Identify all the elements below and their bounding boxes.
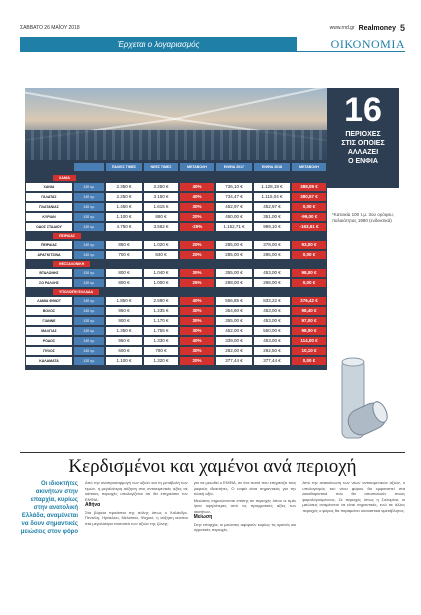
article-deck: Οι ιδιοκτήτες ακινήτων στην επαρχία, κυρίως στην ανατολική Ελλάδα, αναμένεται να δουν σημαντικές μειώσεις στον φόρο: [20, 481, 78, 535]
paragraph: για να μειωθεί ο ΕΝΦΙΑ, σε ένα ποσό που επηρεάζει τους μικρούς ιδιοκτήτες. Ο ενφιά είναι σημαντικός για την τελική αξία.: [193, 480, 297, 496]
cell-delta: 0,00 €: [292, 203, 326, 211]
cell-chg: 40%: [180, 193, 214, 201]
cell-sqm: 120 τμ.: [74, 337, 104, 345]
cell-delta: 98,00 €: [292, 327, 326, 335]
cell-delta: 97,00 €: [292, 317, 326, 325]
promo-line: ΣΤΙΣ ΟΠΟΙΕΣ: [341, 140, 385, 147]
cell-new: 1.320 €: [144, 357, 178, 365]
cell-delta: 93,00 €: [292, 241, 326, 249]
table-row: [25, 212, 327, 222]
cell-old: 700 €: [106, 251, 142, 259]
cell-area: ΚΑΛΑΜΑΤΑ: [26, 357, 72, 365]
header-cell: ΜΕΤΑΒΟΛΗ: [292, 163, 326, 171]
cell-old: 1.850 €: [106, 297, 142, 305]
cell-chg: 40%: [180, 183, 214, 191]
cell-old: 2.350 €: [106, 183, 142, 191]
cell-area: ΠΛΑΤΑΝΙΑΣ: [26, 203, 72, 211]
cell-delta: 114,00 €: [292, 337, 326, 345]
cell-sqm: 120 τμ.: [74, 241, 104, 249]
subheading: Μείωση: [193, 514, 213, 520]
cell-sqm: 120 τμ.: [74, 307, 104, 315]
region-heading: [25, 260, 327, 268]
table-row: [25, 250, 327, 260]
cell-sqm: 120 τμ.: [74, 203, 104, 211]
promo-line: Ο ΕΝΦΙΑ: [348, 158, 378, 165]
cell-area: ΡΟΔΟΣ: [26, 337, 72, 345]
region-label: ΘΕΣΣΑΛΟΝΙΚΗ: [53, 261, 90, 267]
cell-chg: 20%: [180, 241, 214, 249]
cell-old: 1.100 €: [106, 357, 142, 365]
cell-new: 880 €: [144, 213, 178, 221]
header-cell: ΠΑΛΙΕΣ ΤΙΜΕΣ: [106, 163, 142, 171]
cell-new: 3.562 €: [144, 223, 178, 231]
region-heading: [25, 288, 327, 296]
banner-title: Έρχεται ο λογαριασμός: [20, 37, 297, 52]
header-cell: ΕΝΦΙΑ 2017: [216, 163, 252, 171]
table-row: [25, 182, 327, 192]
divider: [20, 452, 405, 453]
cell-chg: 30%: [180, 347, 214, 355]
cell-delta: 388,09 €: [292, 183, 326, 191]
cell-e17: 450,00 €: [216, 213, 252, 221]
cell-chg: 30%: [180, 307, 214, 315]
cell-e17: 298,00 €: [216, 279, 252, 287]
cell-old: 600 €: [106, 347, 142, 355]
cell-delta: 380,57 €: [292, 193, 326, 201]
brand-logo: Realmoney: [358, 24, 396, 32]
cell-new: 2.590 €: [144, 297, 178, 305]
cell-area: ΧΑΝΙΑ: [26, 183, 72, 191]
cell-sqm: 120 τμ.: [74, 357, 104, 365]
cell-e17: 285,00 €: [216, 251, 252, 259]
cell-chg: 20%: [180, 251, 214, 259]
article-column: [194, 480, 297, 602]
table-row: [25, 202, 327, 212]
promo-line: ΠΕΡΙΟΧΕΣ: [345, 131, 381, 138]
cell-e17: 282,00 €: [216, 347, 252, 355]
cell-sqm: 120 τμ.: [74, 297, 104, 305]
paragraph: Μειώσεις σημειώνονται επίσης σε περιοχές όπου οι τιμές ήταν υψηλότερες από τις πραγματικές αξίες των ακινήτων.: [193, 497, 297, 514]
cell-e17: 736,10 €: [216, 183, 252, 191]
paragraph: Στα βόρεια προάστια της πόλης όπως ο Χαλάνδρι, Πεντέλη, Ηράκλειο, Μελίσσια, Ψυχικό, η αύξηση κινείται στα μεγαλύτερα ποσοστά των αξιών της ζώνης.: [85, 509, 188, 526]
table-row: [25, 326, 327, 336]
cell-new: 1.615 €: [144, 203, 178, 211]
enfia-table: [25, 160, 327, 370]
hero-image: [25, 88, 327, 160]
cell-new: 840 €: [144, 251, 178, 259]
table-row: [25, 192, 327, 202]
section-band: [20, 37, 405, 52]
section-title: ΟΙΚΟΝΟΜΙΑ: [297, 37, 405, 52]
header-cell: [74, 163, 104, 171]
cell-e18: 453,00 €: [254, 307, 290, 315]
cell-area: ΟΔΟΣ ΣΤΑΔΙΟΥ: [26, 223, 72, 231]
cell-new: 3.250 €: [144, 183, 178, 191]
cell-area: ΑΡΑΓΚΙΤΣΙΝΑ: [26, 251, 72, 259]
region-heading: [25, 232, 327, 240]
cell-sqm: 120 τμ.: [74, 279, 104, 287]
table-row: [25, 240, 327, 250]
cell-new: 1.755 €: [144, 327, 178, 335]
cell-e18: 378,00 €: [254, 241, 290, 249]
header-cell: ΕΝΦΙΑ 2018: [254, 163, 290, 171]
cell-area: ΜΑΛΓΙΑΣ: [26, 327, 72, 335]
cell-e18: 550,00 €: [254, 327, 290, 335]
region-label: ΠΕΙΡΑΙΑΣ: [53, 233, 81, 239]
cell-area: ΛΑΜΙΑ ΦΘΙΩΤ: [26, 297, 72, 305]
header-cell: ΝΕΕΣ ΤΙΜΕΣ: [144, 163, 178, 171]
cell-chg: 40%: [180, 337, 214, 345]
header-right: [330, 23, 405, 33]
table-row: [25, 336, 327, 346]
promo-line: ΑΛΛΑΖΕΙ: [347, 149, 379, 156]
cell-new: 1.170 €: [144, 317, 178, 325]
cell-e18: 351,00 €: [254, 213, 290, 221]
cell-area: ΒΤΑΛΩΝΗΣ: [26, 269, 72, 277]
cell-delta: 10,10 €: [292, 347, 326, 355]
cell-e18: 453,00 €: [254, 317, 290, 325]
cell-e18: 285,00 €: [254, 251, 290, 259]
cell-e18: 1.128,19 €: [254, 183, 290, 191]
cell-old: 950 €: [106, 337, 142, 345]
cell-e18: 377,44 €: [254, 357, 290, 365]
cell-e17: 339,00 €: [216, 337, 252, 345]
cell-area: ΠΥΛΟΣ: [26, 347, 72, 355]
cell-chg: -25%: [180, 223, 214, 231]
cell-area: ΓΑΛΑΤΑΣ: [26, 193, 72, 201]
cell-e18: 452,97 €: [254, 203, 290, 211]
cell-chg: 20%: [180, 357, 214, 365]
article-column: [302, 480, 405, 602]
cell-new: 1.020 €: [144, 241, 178, 249]
cell-sqm: 120 τμ.: [74, 193, 104, 201]
cell-e17: 355,00 €: [216, 269, 252, 277]
cell-delta: 98,00 €: [292, 269, 326, 277]
banknote-roll-image: [330, 350, 390, 450]
table-row: [25, 278, 327, 288]
cell-delta: 98,40 €: [292, 307, 326, 315]
cell-new: 780 €: [144, 347, 178, 355]
promo-text: [341, 130, 384, 166]
cell-old: 950 €: [106, 307, 142, 315]
article-headline: Κερδισμένοι και χαμένοι ανά περιοχή: [68, 456, 357, 477]
cell-sqm: 120 τμ.: [74, 213, 104, 221]
cell-e17: 355,00 €: [216, 317, 252, 325]
cell-delta: -163,61 €: [292, 223, 326, 231]
cell-old: 1.350 €: [106, 327, 142, 335]
table-header: [25, 160, 327, 174]
cell-sqm: 120 τμ.: [74, 317, 104, 325]
cell-new: 1.000 €: [144, 279, 178, 287]
table-row: [25, 296, 327, 306]
table-body: [25, 174, 327, 366]
cell-delta: -99,00 €: [292, 213, 326, 221]
cell-e18: 292,50 €: [254, 347, 290, 355]
table-row: [25, 222, 327, 232]
region-label: ΥΠΟΛΟΙΠΗ ΕΛΛΑΔΑ: [53, 289, 99, 295]
region-heading: [25, 174, 327, 182]
table-row: [25, 316, 327, 326]
cell-delta: 0,00 €: [292, 251, 326, 259]
cell-e18: 298,00 €: [254, 279, 290, 287]
cell-chg: 25%: [180, 279, 214, 287]
cell-sqm: 120 τμ.: [74, 251, 104, 259]
promo-box: [327, 88, 399, 188]
cell-old: 900 €: [106, 317, 142, 325]
cell-area: ΠΕΙΡΑΙΑΣ: [26, 241, 72, 249]
cell-old: 1.450 €: [106, 203, 142, 211]
cell-e17: 377,44 €: [216, 357, 252, 365]
paragraph: Από την ανακοίνωση των νέων αντικειμενικών αξιών, ο υπολογισμός του νέου φόρου θα εμφανιστεί στα εκκαθαριστικά που θα αποσταλούν στους φορολογούμενους. Σε περιοχές όπως η Σαλαμίνα, οι μειώσεις αναμένεται να είναι σημαντικές, ενώ σε άλλες περιοχές ο φόρος θα παραμείνει ουσιαστικά αμετάβλητος.: [302, 480, 406, 513]
footnote: *Κατοικία 100 τ.μ. 3ου ορόφου, παλαιότητας 1980 (ενδεικτικά): [332, 212, 394, 223]
table-row: [25, 356, 327, 366]
cell-delta: 0,00 €: [292, 357, 326, 365]
cell-e17: 734,47 €: [216, 193, 252, 201]
region-label: ΧΑΝΙΑ: [53, 175, 76, 181]
site-url[interactable]: www.rnd.gr: [329, 25, 355, 31]
cell-e17: 285,00 €: [216, 241, 252, 249]
cell-chg: 30%: [180, 317, 214, 325]
cell-e18: 833,22 €: [254, 297, 290, 305]
cell-new: 1.330 €: [144, 337, 178, 345]
article-column: [85, 480, 188, 602]
article-body: [85, 480, 405, 602]
cell-chg: 30%: [180, 269, 214, 277]
cell-area: ΒΟΛΟΣ: [26, 307, 72, 315]
cell-area: ΣΟ ΡΑΛΛΗΣ: [26, 279, 72, 287]
cell-area: ΓΙΑΝΝΕ: [26, 317, 72, 325]
cell-delta: 276,42 €: [292, 297, 326, 305]
cell-old: 1.100 €: [106, 213, 142, 221]
cell-chg: 30%: [180, 203, 214, 211]
cell-old: 4.750 €: [106, 223, 142, 231]
cell-old: 850 €: [106, 241, 142, 249]
header-cell: ΜΕΤΑΒΟΛΗ: [180, 163, 214, 171]
paragraph: Από την αναπροσαρμογή των αξιών και τη μεταβολή των τιμών, η μεγαλύτερη αύξηση στις αντικειμενικές αξίες σε κάποιες περιοχές υπολογίζεται ότι θα επηρεάσει τον ΕΝΦΙΑ.: [85, 480, 188, 502]
cell-e17: 1.152,71 €: [216, 223, 252, 231]
issue-date: ΣΑΒΒΑΤΟ 26 ΜΑΪΟΥ 2018: [20, 25, 80, 31]
cell-old: 800 €: [106, 269, 142, 277]
cell-sqm: 120 τμ.: [74, 223, 104, 231]
table-row: [25, 268, 327, 278]
cell-delta: 0,00 €: [292, 279, 326, 287]
table-row: [25, 346, 327, 356]
cell-sqm: 120 τμ.: [74, 183, 104, 191]
cell-e17: 354,60 €: [216, 307, 252, 315]
cell-e17: 556,85 €: [216, 297, 252, 305]
cell-sqm: 120 τμ.: [74, 347, 104, 355]
cell-old: 2.250 €: [106, 193, 142, 201]
cell-e17: 452,97 €: [216, 203, 252, 211]
cell-new: 1.235 €: [144, 307, 178, 315]
cell-chg: 40%: [180, 297, 214, 305]
page-header: [20, 22, 405, 34]
page-number: 5: [399, 23, 405, 33]
cell-new: 3.150 €: [144, 193, 178, 201]
cell-sqm: 120 τμ.: [74, 269, 104, 277]
cell-chg: 20%: [180, 213, 214, 221]
cell-e18: 1.115,04 €: [254, 193, 290, 201]
cell-e18: 453,00 €: [254, 337, 290, 345]
cell-area: ΚΥΡΙΑΝ: [26, 213, 72, 221]
cell-new: 1.040 €: [144, 269, 178, 277]
subheading: Αθήνα: [85, 502, 101, 508]
table-row: [25, 306, 327, 316]
cell-chg: 30%: [180, 327, 214, 335]
cell-old: 800 €: [106, 279, 142, 287]
cell-e18: 989,10 €: [254, 223, 290, 231]
cell-e18: 453,00 €: [254, 269, 290, 277]
paragraph: Στην επαρχία, οι μειώσεις αφορούν κυρίως τις ορεινές και αγροτικές περιοχές.: [193, 521, 297, 532]
cell-e17: 452,00 €: [216, 327, 252, 335]
cell-sqm: 120 τμ.: [74, 327, 104, 335]
promo-number: 16: [344, 91, 382, 129]
